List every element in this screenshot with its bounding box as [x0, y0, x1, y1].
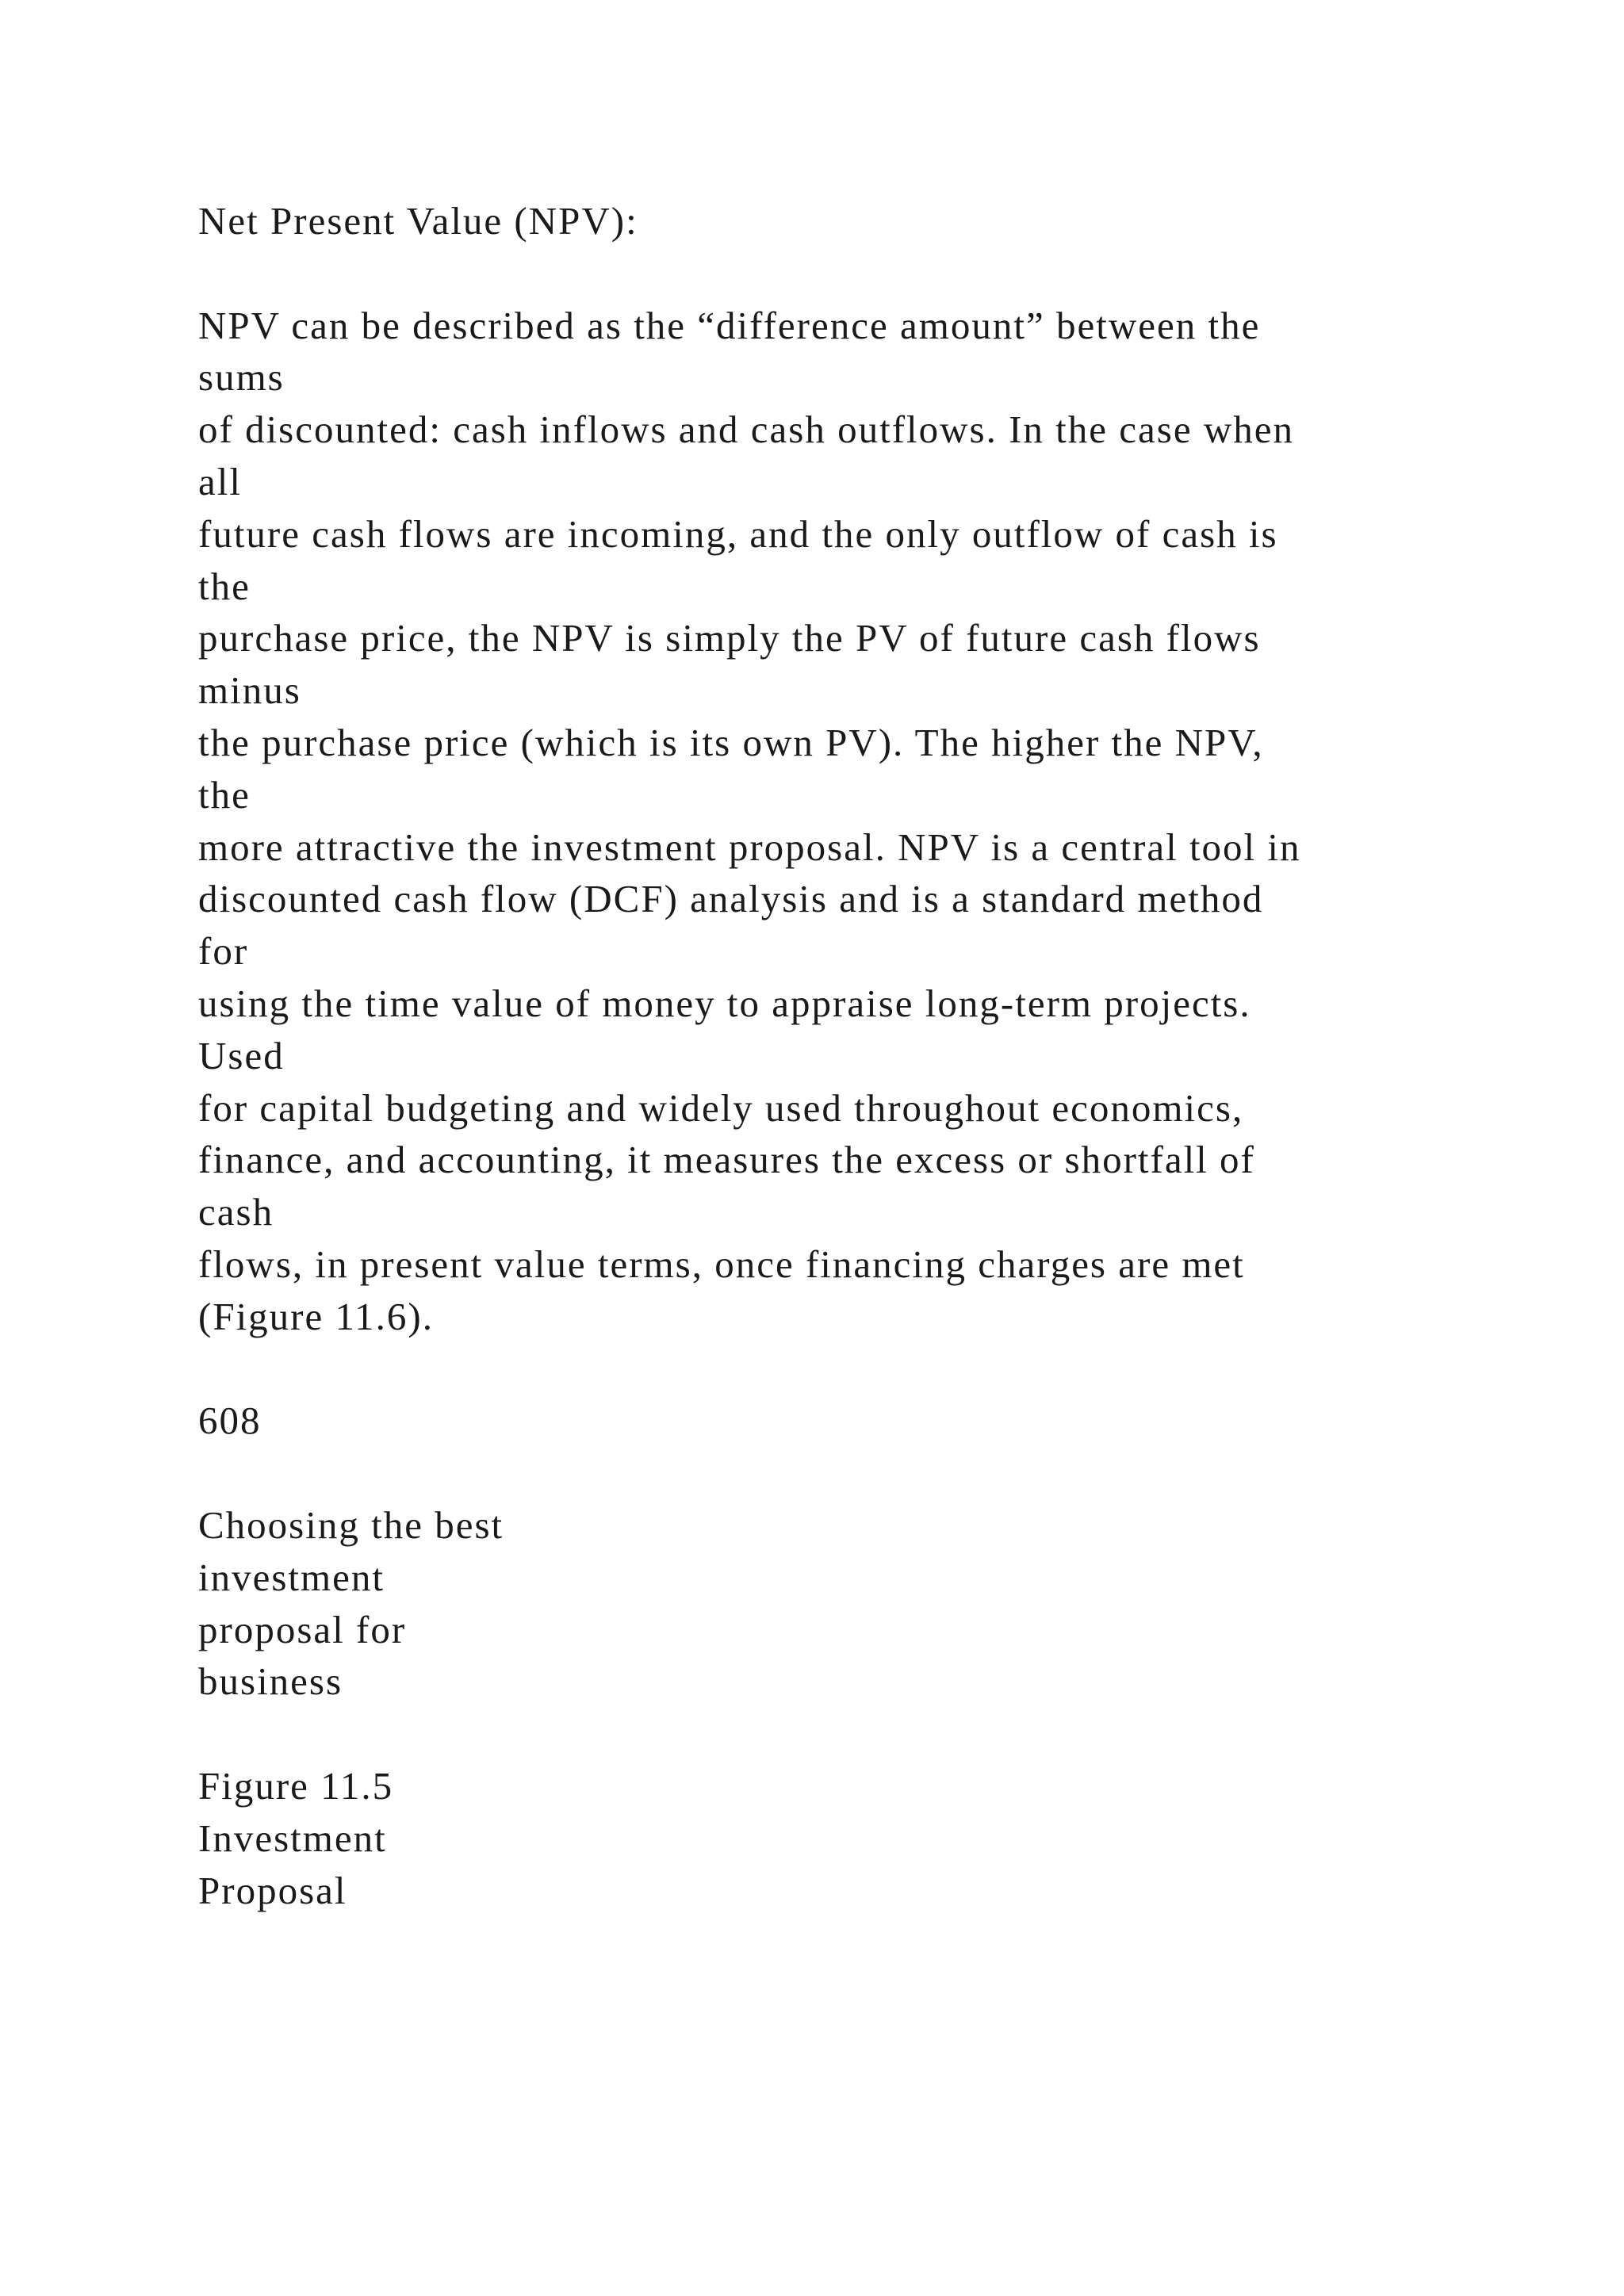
body-line: Used: [198, 1033, 285, 1077]
body-line: the purchase price (which is its own PV). The higher the NPV,: [198, 720, 1264, 764]
body-line: finance, and accounting, it measures the excess or shortfall of: [198, 1138, 1255, 1182]
spacer: [198, 1447, 1594, 1499]
body-line: sums: [198, 355, 285, 400]
body-line: future cash flows are incoming, and the only outflow of cash is: [198, 511, 1278, 556]
figure-caption-line: Proposal: [198, 1868, 347, 1912]
figure-caption-line: Figure 11.5: [198, 1763, 394, 1808]
body-line: purchase price, the NPV is simply the PV of future cash flows: [198, 616, 1261, 660]
spacer: [198, 1708, 1594, 1760]
page-number: 608: [198, 1399, 262, 1443]
margin-note-line: Choosing the best: [198, 1502, 504, 1547]
body-line: more attractive the investment proposal. NPV is a central tool in: [198, 825, 1301, 869]
body-line: using the time value of money to appraise long-term projects.: [198, 981, 1251, 1025]
spacer: [198, 247, 1594, 300]
body-line: flows, in present value terms, once financing charges are met: [198, 1242, 1245, 1286]
body-line: for: [198, 929, 249, 974]
figure-caption-line: Investment: [198, 1816, 387, 1860]
body-line: (Figure 11.6).: [198, 1294, 434, 1338]
body-line: NPV can be described as the “difference amount” between the: [198, 303, 1261, 347]
margin-note-line: investment: [198, 1555, 385, 1599]
document-text: [198, 195, 1594, 1916]
margin-note-line: business: [198, 1659, 343, 1704]
body-line: minus: [198, 668, 301, 713]
section-heading: Net Present Value (NPV):: [198, 199, 638, 243]
margin-note-line: proposal for: [198, 1607, 407, 1651]
body-line: for capital budgeting and widely used throughout economics,: [198, 1085, 1244, 1130]
body-line: of discounted: cash inflows and cash outflows. In the case when: [198, 408, 1294, 452]
body-line: the: [198, 772, 251, 817]
body-line: discounted cash flow (DCF) analysis and is a standard method: [198, 877, 1264, 921]
body-line: all: [198, 459, 242, 503]
body-line: the: [198, 564, 251, 608]
body-line: cash: [198, 1190, 274, 1234]
spacer: [198, 1343, 1594, 1395]
